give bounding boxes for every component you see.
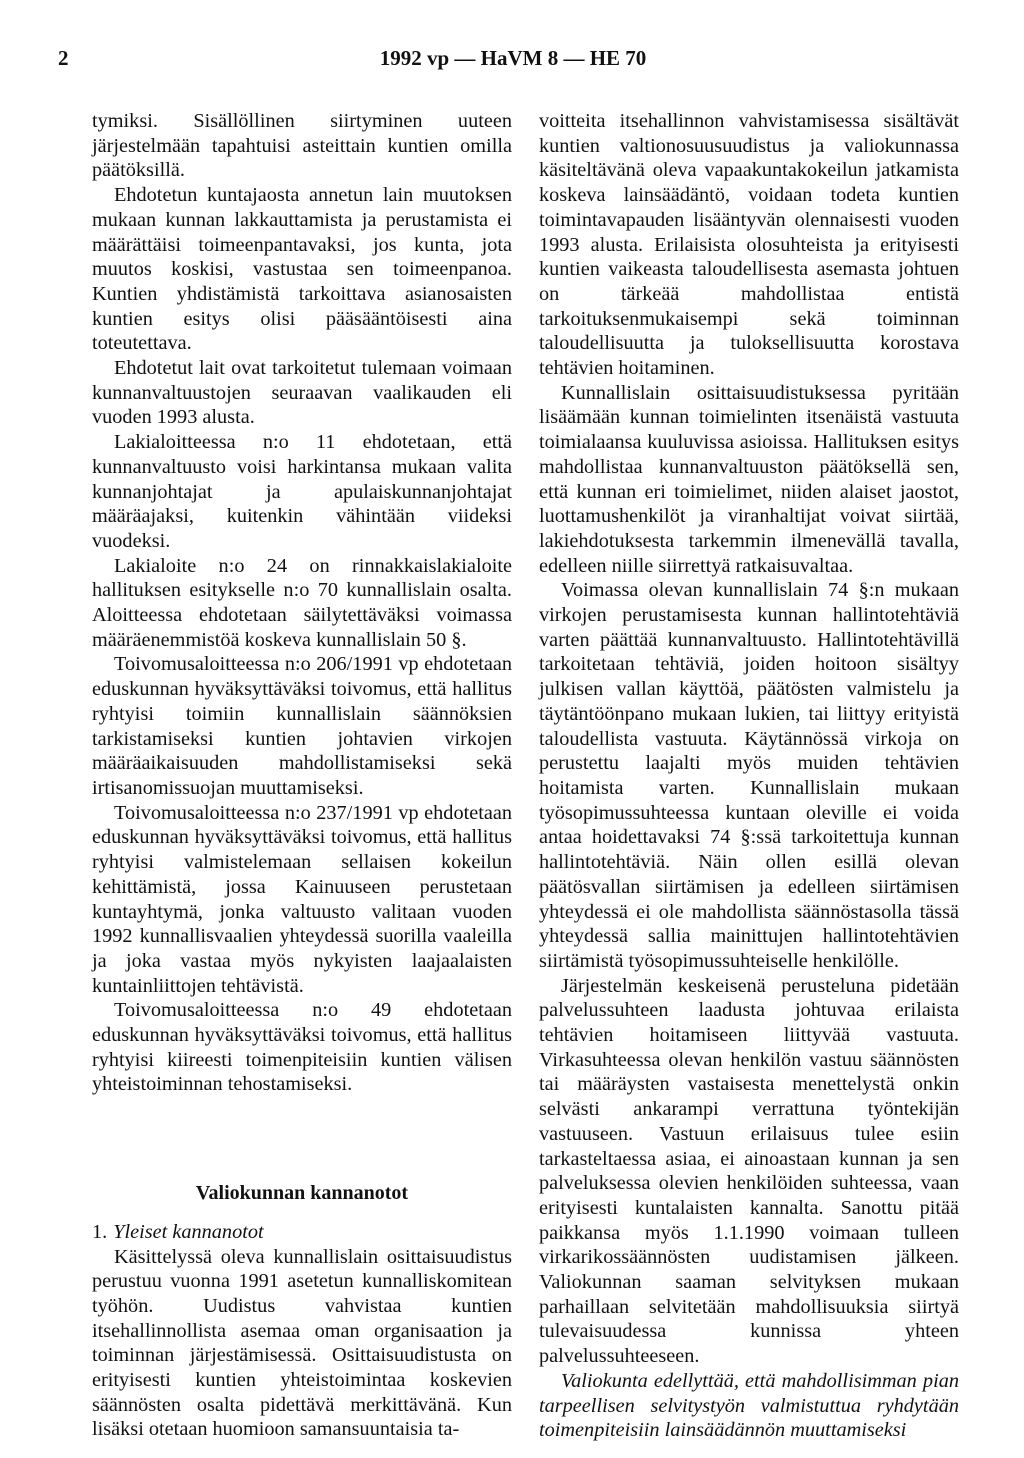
paragraph: Kunnallislain osittaisuudistuksessa pyritään lisäämään kunnan toimielinten itsenäistä vastuuta toimialaansa kuuluvissa asioissa. Hallituksen esitys mahdollistaa kunnanvaltuuston päätöksellä sen, että kunnan eri toimielimet, niiden alaiset jaostot, luottamushenkilöt ja viranhaltijat voivat siirtää, lakiehdotuksesta tarkemmin ilmenevällä tavalla, edelleen niille siirrettyä ratkaisuvaltaa.: [539, 381, 959, 577]
subheading-number: 1.: [92, 1220, 108, 1243]
paragraph: Ehdotetut lait ovat tarkoitetut tulemaan voimaan kunnanvaltuustojen seuraavan vaalikauden eli vuoden 1993 alusta.: [92, 357, 512, 429]
paragraph: Toivomusaloitteessa n:o 49 ehdotetaan eduskunnan hyväksyttäväksi toivomus, että hallitus ryhtyisi kiireesti toimenpiteisiin kuntien välisen yhteistoiminnan tehostamiseksi.: [92, 999, 512, 1096]
page-header: [58, 46, 968, 76]
paragraph: Ehdotetun kuntajaosta annetun lain muutoksen mukaan kunnan lakkauttamista ja perustamista ei määrättäisi toimeenpantavaksi, jos kunta, jota muutos koskisi, vastustaa sen toimeenpanoa. Kuntien yhdistämistä tarkoittava asianosaisten kuntien esitys olisi pääsääntöisesti aina toteutettava.: [92, 184, 512, 355]
page-number: 2: [58, 46, 69, 70]
italic-paragraph: Valiokunta edellyttää, että mahdollisimman pian tarpeellisen selvitystyön valmistuttua ryhdytään toimenpiteisiin lainsäädännön muuttamiseksi: [539, 1369, 959, 1442]
paragraph: voitteita itsehallinnon vahvistamisessa sisältävät kuntien valtionosuusuudistus ja valiokunnassa käsiteltävänä oleva vapaakuntakokeilun jatkamista koskeva lainsäädäntö, voidaan todeta kuntien toimintavapauden lisääntyvän olennaisesti vuoden 1993 alusta. Erilaisista olosuhteista ja erityisesti kuntien vaikeasta taloudellisesta asemasta johtuen on tärkeää mahdollistaa entistä tarkoituksenmukaisempi sekä toiminnan taloudellisuutta ja tuloksellisuutta korostava tehtävien hoitaminen.: [539, 110, 959, 380]
paragraph: Käsittelyssä oleva kunnallislain osittaisuudistus perustuu vuonna 1991 asetetun kunnalliskomitean työhön. Uudistus vahvistaa kuntien itsehallinnollista asemaa oman organisaation ja toiminnan järjestämisessä. Osittaisuudistusta on erityisesti kuntien yhteistoimintaa koskevien säännösten osalta pidettävä merkittävänä. Kun lisäksi otetaan huomioon samansuuntaisia ta-: [92, 1245, 512, 1441]
subheading-title: Yleiset kannanotot: [113, 1220, 264, 1243]
running-head: 1992 vp — HaVM 8 — HE 70: [379, 46, 647, 70]
subheading: [92, 1220, 512, 1245]
paragraph: Voimassa olevan kunnallislain 74 §:n mukaan virkojen perustamisesta kunnan hallintotehtäviä varten päättää kunnanvaltuusto. Hallintotehtävillä tarkoitetaan tehtäviä, joiden hoitoon sisältyy julkisen vallan käyttöä, päätösten valmistelu ja täytäntöönpano mukaan lukien, tai liittyy erityistä taloudellista vastuuta. Käytännössä virkoja on perustettu laajalti myös muiden tehtävien hoitamista varten. Kunnallislain mukaan työsopimussuhteessa kuntaan oleville ei voida antaa hoidettavaksi 74 §:ssä tarkoitettuja kunnan hallintotehtäviä. Näin ollen esillä olevan päätösvallan siirtämisen ja edelleen siirtämisen yhteydessä ei ole mahdollista säännöstasolla tässä yhteydessä sallia mainittujen hallintotehtävien siirtämistä työsopimussuhteiselle henkilölle.: [539, 579, 959, 972]
section-heading: Valiokunnan kannanotot: [195, 1182, 409, 1205]
paragraph: Toivomusaloitteessa n:o 206/1991 vp ehdotetaan eduskunnan hyväksyttäväksi toivomus, että hallitus ryhtyisi toimiin kunnallislain säännöksien tarkistamiseksi kuntien johtavien virkojen määräaikaisuuden mahdollistamiseksi sekä irtisanomissuojan muuttamiseksi.: [92, 653, 512, 799]
paragraph: Toivomusaloitteessa n:o 237/1991 vp ehdotetaan eduskunnan hyväksyttäväksi toivomus, että hallitus ryhtyisi valmistelemaan sellaisen kokeilun kehittämistä, jossa Kainuuseen perustetaan kuntayhtymä, jonka valtuusto valitaan vuoden 1992 kunnallisvaalien yhteydessä suorilla vaaleilla ja joka vastaa myös nykyisten laajaalaisten kuntainliittojen tehtävistä.: [92, 801, 512, 997]
paragraph: Lakialoite n:o 24 on rinnakkaislakialoite hallituksen esitykselle n:o 70 kunnallislain osalta. Aloitteessa ehdotetaan säilytettäväksi voimassa määräenemmistöä koskeva kunnallislain 50 §.: [92, 554, 512, 651]
right-column: [539, 109, 959, 1443]
left-column: [92, 109, 512, 1442]
paragraph: tymiksi. Sisällöllinen siirtyminen uuteen järjestelmään tapahtuisi asteittain kuntien omilla päätöksillä.: [92, 110, 512, 182]
paragraph: Järjestelmän keskeisenä perusteluna pidetään palvelussuhteen laadusta johtuvaa erilaista tehtävien hoitamiseen liittyvää vastuuta. Virkasuhteessa olevan henkilön vastuu säännösten tai määräysten vastaisesta menettelystä onkin selvästi ankarampi verrattuna työntekijän vastuuseen. Vastuun erilaisuus tulee esiin tarkasteltaessa asiaa, ei ainoastaan kunnan ja sen palveluksessa olevien henkilöiden suhteessa, vaan erityisesti kuntalaisten kannalta. Sanottu pitää paikkansa myös 1.1.1990 voimaan tulleen virkarikossäännösten uudistamisen jälkeen. Valiokunnan saaman selvityksen mukaan parhaillaan selvitetään mahdollisuuksia siirtyä tulevaisuudessa kunnissa yhteen palvelussuhteeseen.: [539, 974, 959, 1368]
paragraph: Lakialoitteessa n:o 11 ehdotetaan, että kunnanvaltuusto voisi harkintansa mukaan valita kunnanjohtajat ja apulaiskunnanjohtajat määräajaksi, kuitenkin vähintään viideksi vuodeksi.: [92, 431, 512, 552]
